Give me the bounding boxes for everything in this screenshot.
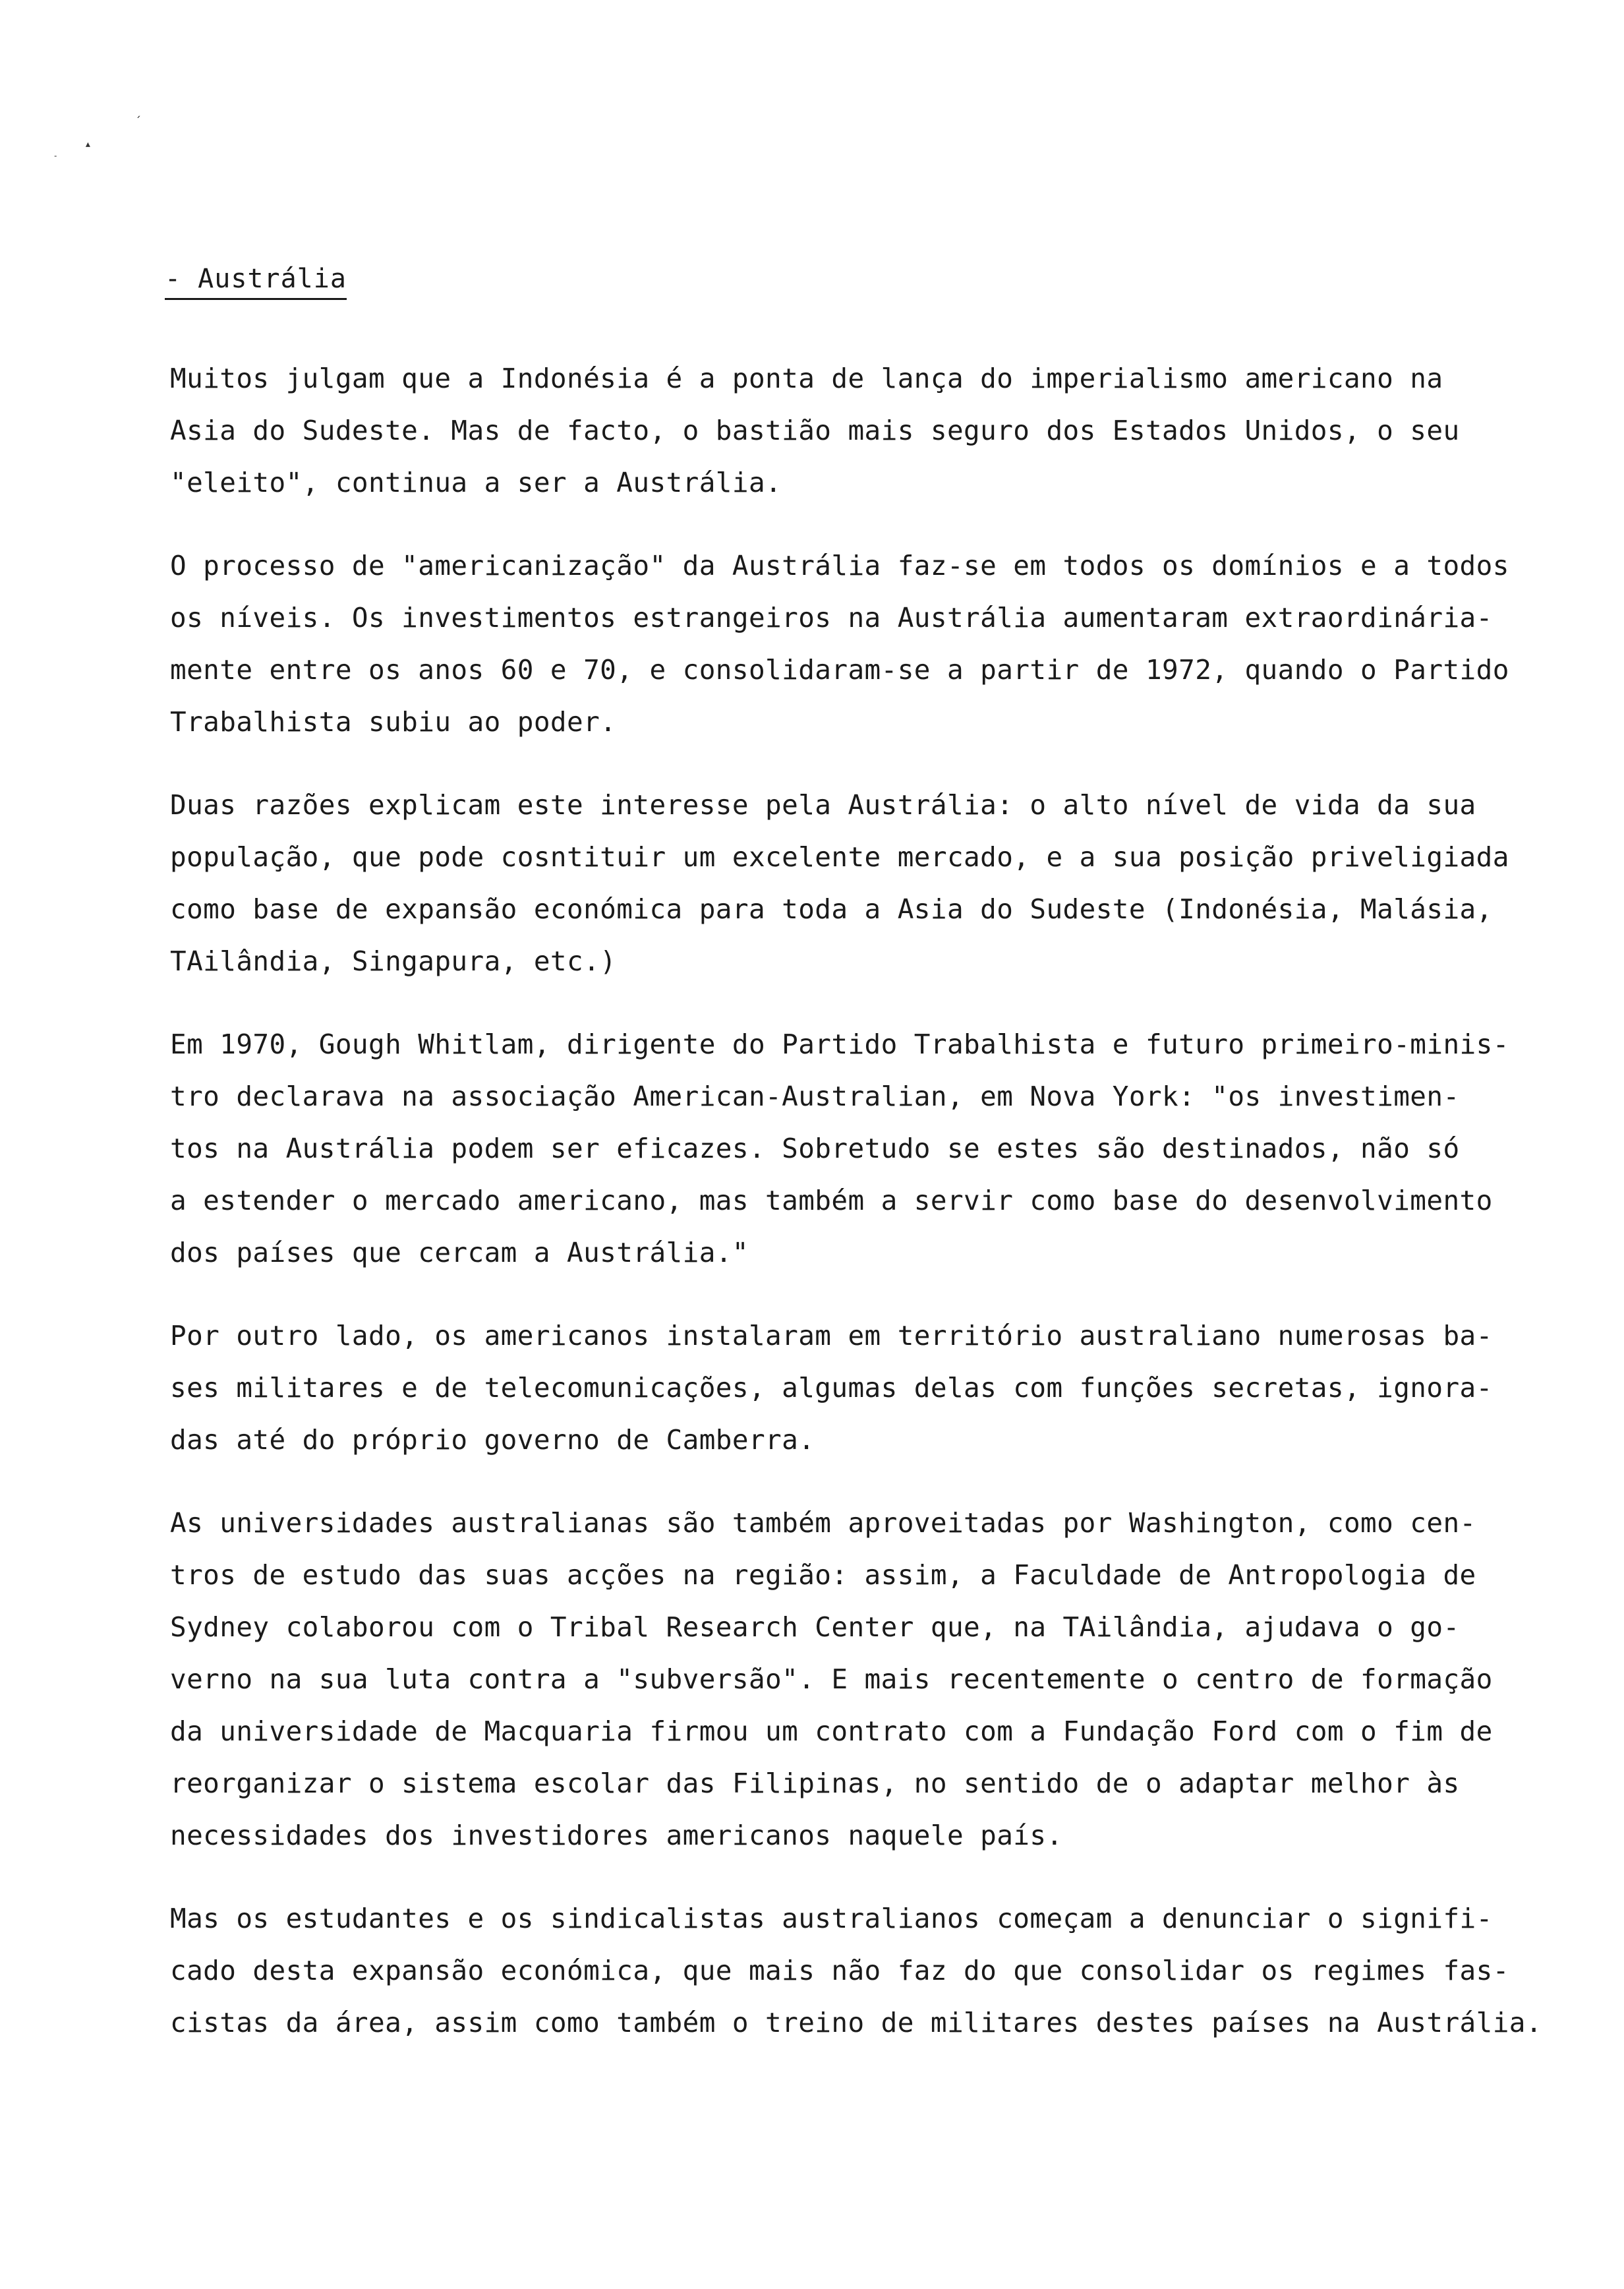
scan-artifact-mark: ˗ <box>53 151 59 162</box>
text-line: mente entre os anos 60 e 70, e consolidaram-se a partir de 1972, quando o Partido <box>170 654 1509 686</box>
paragraph <box>170 1497 1554 1862</box>
text-line: Trabalhista subiu ao poder. <box>170 706 617 738</box>
text-line: Asia do Sudeste. Mas de facto, o bastião mais seguro dos Estados Unidos, o seu <box>170 415 1460 446</box>
text-line: cistas da área, assim como também o treino de militares destes países na Austrália. <box>170 2007 1542 2038</box>
text-line: necessidades dos investidores americanos naquele país. <box>170 1820 1063 1851</box>
text-line: Por outro lado, os americanos instalaram em território australiano numerosas ba- <box>170 1320 1493 1352</box>
text-line: das até do próprio governo de Camberra. <box>170 1424 815 1456</box>
text-line: Muitos julgam que a Indonésia é a ponta de lança do imperialismo americano na <box>170 363 1443 394</box>
text-line: tos na Austrália podem ser eficazes. Sobretudo se estes são destinados, não só <box>170 1133 1460 1164</box>
paragraph <box>170 1019 1554 1279</box>
text-line: reorganizar o sistema escolar das Filipinas, no sentido de o adaptar melhor às <box>170 1768 1460 1799</box>
text-line: a estender o mercado americano, mas também a servir como base do desenvolvimento <box>170 1185 1493 1216</box>
section-heading: - Austrália <box>165 264 347 300</box>
text-line: tro declarava na associação American-Australian, em Nova York: "os investimen- <box>170 1081 1460 1112</box>
text-line: verno na sua luta contra a "subversão". E mais recentemente o centro de formação <box>170 1663 1493 1695</box>
text-line: ses militares e de telecomunicações, algumas delas com funções secretas, ignora- <box>170 1372 1493 1404</box>
text-line: tros de estudo das suas acções na região: assim, a Faculdade de Antropologia de <box>170 1559 1476 1591</box>
text-line: As universidades australianas são também aproveitadas por Washington, como cen- <box>170 1507 1476 1539</box>
scan-artifact-mark: ˏ <box>135 104 142 118</box>
text-line: Sydney colaborou com o Tribal Research Center que, na TAilândia, ajudava o go- <box>170 1611 1460 1643</box>
text-line: cado desta expansão económica, que mais não faz do que consolidar os regimes fas- <box>170 1955 1509 1986</box>
paragraph <box>170 1310 1554 1466</box>
text-line: "eleito", continua a ser a Austrália. <box>170 467 782 498</box>
paragraph <box>170 540 1554 748</box>
text-line: os níveis. Os investimentos estrangeiros na Austrália aumentaram extraordinária- <box>170 602 1493 634</box>
paragraph <box>170 779 1554 988</box>
paragraph <box>170 353 1554 509</box>
document-body <box>170 353 1554 2080</box>
text-line: Em 1970, Gough Whitlam, dirigente do Partido Trabalhista e futuro primeiro-minis- <box>170 1028 1509 1060</box>
text-line: da universidade de Macquaria firmou um contrato com a Fundação Ford com o fim de <box>170 1715 1493 1747</box>
text-line: dos países que cercam a Austrália." <box>170 1237 749 1268</box>
text-line: população, que pode cosntituir um excelente mercado, e a sua posição priveligiada <box>170 841 1509 873</box>
text-line: Mas os estudantes e os sindicalistas australianos começam a denunciar o signifi- <box>170 1903 1493 1934</box>
text-line: TAilândia, Singapura, etc.) <box>170 945 617 977</box>
scan-artifact-mark: ▴ <box>84 137 92 151</box>
text-line: Duas razões explicam este interesse pela Austrália: o alto nível de vida da sua <box>170 789 1476 821</box>
paragraph <box>170 1893 1554 2049</box>
text-line: como base de expansão económica para toda a Asia do Sudeste (Indonésia, Malásia, <box>170 893 1493 925</box>
text-line: O processo de "americanização" da Austrália faz-se em todos os domínios e a todos <box>170 550 1509 581</box>
